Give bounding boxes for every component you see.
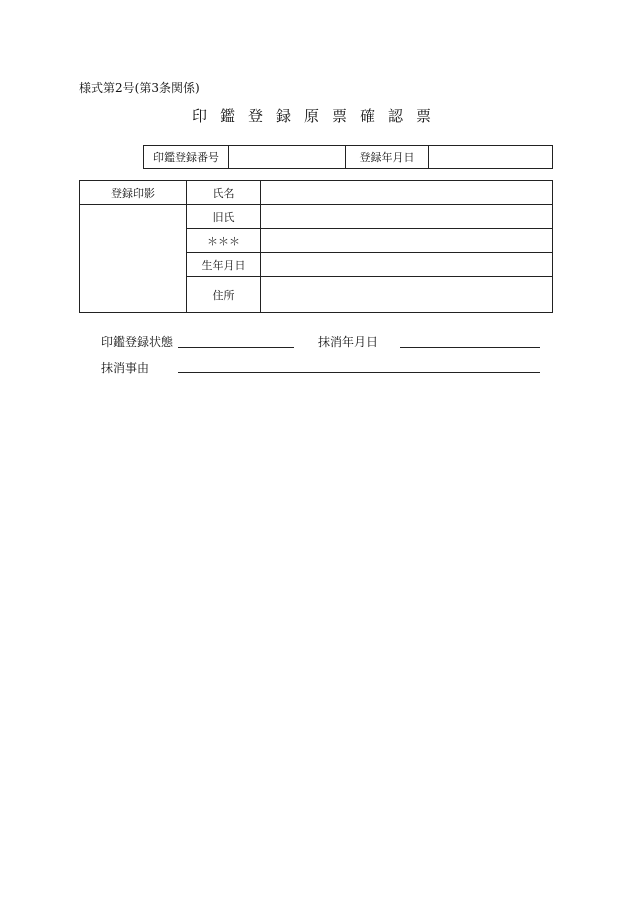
form-number-label: 様式第2号(第3条関係) <box>79 81 200 95</box>
registrant-info-table <box>79 180 553 313</box>
registered-seal-label: 登録印影 <box>80 181 187 205</box>
registration-date-label: 登録年月日 <box>346 146 429 169</box>
registration-date-field[interactable] <box>429 146 553 169</box>
name-label: 氏名 <box>187 181 261 205</box>
former-surname-field[interactable] <box>261 205 553 229</box>
registration-number-field[interactable] <box>229 146 346 169</box>
birth-date-label: 生年月日 <box>187 253 261 277</box>
registration-number-label: 印鑑登録番号 <box>144 146 229 169</box>
masked-item-field[interactable] <box>261 229 553 253</box>
registration-info-table <box>143 145 553 169</box>
cancellation-reason-label: 抹消事由 <box>101 361 150 375</box>
former-surname-label: 旧氏 <box>187 205 261 229</box>
birth-date-field[interactable] <box>261 253 553 277</box>
table-row <box>80 181 553 205</box>
masked-item-label: ＊＊＊ <box>187 229 261 253</box>
document-title: 印鑑登録原票確認票 <box>191 107 444 125</box>
table-row <box>80 205 553 229</box>
registration-info-row <box>144 146 553 169</box>
cancellation-date-label: 抹消年月日 <box>318 335 379 349</box>
seal-impression-area <box>80 205 187 313</box>
cancellation-date-line[interactable] <box>400 347 540 348</box>
address-field[interactable] <box>261 277 553 313</box>
seal-status-label: 印鑑登録状態 <box>101 335 174 349</box>
cancellation-reason-line[interactable] <box>178 372 540 373</box>
name-field[interactable] <box>261 181 553 205</box>
address-label: 住所 <box>187 277 261 313</box>
seal-status-line[interactable] <box>178 347 294 348</box>
